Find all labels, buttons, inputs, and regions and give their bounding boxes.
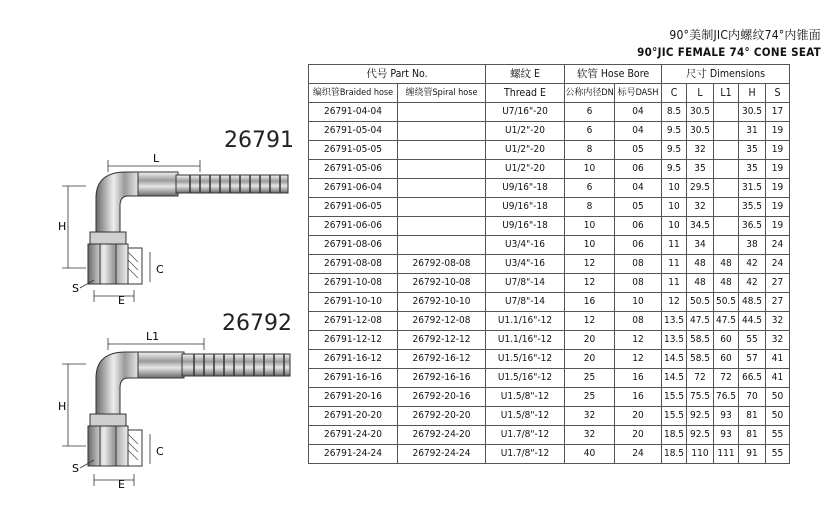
- cell-h: 66.5: [739, 369, 766, 388]
- cell-l1: 50.5: [714, 293, 739, 312]
- cell-l: 34.5: [687, 217, 714, 236]
- table-row: [309, 198, 790, 217]
- cell-thread: U7/8"-14: [486, 274, 565, 293]
- cell-c: 9.5: [662, 141, 687, 160]
- cell-l1: 72: [714, 369, 739, 388]
- section-hatch: [128, 434, 138, 460]
- cell-braided-part-no: 26791-10-10: [309, 293, 398, 312]
- header-s: S: [766, 84, 790, 103]
- header-dn: 公称内径DN: [565, 84, 615, 103]
- cell-dash: 12: [615, 331, 662, 350]
- cell-dash: 16: [615, 369, 662, 388]
- cell-braided-part-no: 26791-20-20: [309, 407, 398, 426]
- cell-l: 72: [687, 369, 714, 388]
- title-chinese: 90°美制JIC内螺纹74°内锥面: [669, 28, 821, 42]
- cell-c: 11: [662, 236, 687, 255]
- table-row: [309, 369, 790, 388]
- cell-s: 24: [766, 255, 790, 274]
- cell-spiral-part-no: [398, 198, 486, 217]
- header-dimensions: 尺寸 Dimensions: [662, 65, 790, 84]
- cell-dn: 6: [565, 103, 615, 122]
- cell-braided-part-no: 26791-08-06: [309, 236, 398, 255]
- dim-label-l1: L1: [146, 330, 160, 343]
- cell-c: 13.5: [662, 312, 687, 331]
- cell-dash: 04: [615, 122, 662, 141]
- header-l: L: [687, 84, 714, 103]
- dim-label-e: E: [118, 478, 125, 491]
- cell-dash: 08: [615, 255, 662, 274]
- cell-braided-part-no: 26791-05-04: [309, 122, 398, 141]
- cell-c: 18.5: [662, 445, 687, 464]
- table-row: [309, 350, 790, 369]
- cell-spiral-part-no: 26792-16-16: [398, 369, 486, 388]
- cell-dn: 32: [565, 407, 615, 426]
- cell-spiral-part-no: 26792-16-12: [398, 350, 486, 369]
- cell-s: 24: [766, 236, 790, 255]
- cell-s: 19: [766, 198, 790, 217]
- cell-h: 48.5: [739, 293, 766, 312]
- cell-dn: 8: [565, 198, 615, 217]
- cell-l1: 47.5: [714, 312, 739, 331]
- cell-l1: [714, 160, 739, 179]
- cell-thread: U7/8"-14: [486, 293, 565, 312]
- cell-s: 27: [766, 274, 790, 293]
- cell-h: 55: [739, 331, 766, 350]
- cell-l1: 93: [714, 407, 739, 426]
- cell-spiral-part-no: 26792-12-12: [398, 331, 486, 350]
- cell-braided-part-no: 26791-16-12: [309, 350, 398, 369]
- cell-l1: [714, 122, 739, 141]
- cell-braided-part-no: 26791-06-06: [309, 217, 398, 236]
- cell-l: 58.5: [687, 350, 714, 369]
- cell-h: 42: [739, 255, 766, 274]
- cell-c: 9.5: [662, 122, 687, 141]
- cell-l1: [714, 141, 739, 160]
- cell-l: 29.5: [687, 179, 714, 198]
- cell-thread: U1.5/16"-12: [486, 350, 565, 369]
- cell-thread: U1.5/8"-12: [486, 388, 565, 407]
- cell-thread: U3/4"-16: [486, 236, 565, 255]
- cell-l1: [714, 103, 739, 122]
- cell-dash: 08: [615, 312, 662, 331]
- cell-braided-part-no: 26791-04-04: [309, 103, 398, 122]
- title-english: 90°JIC FEMALE 74° CONE SEAT: [637, 45, 821, 59]
- header-part-no: 代号 Part No.: [309, 65, 486, 84]
- cell-braided-part-no: 26791-24-20: [309, 426, 398, 445]
- cell-h: 35.5: [739, 198, 766, 217]
- cell-thread: U9/16"-18: [486, 179, 565, 198]
- cell-c: 15.5: [662, 388, 687, 407]
- table-sub-header-row: [309, 84, 790, 103]
- cell-spiral-part-no: 26792-10-08: [398, 274, 486, 293]
- cell-l: 48: [687, 255, 714, 274]
- cell-braided-part-no: 26791-16-16: [309, 369, 398, 388]
- table-row: [309, 122, 790, 141]
- table-row: [309, 331, 790, 350]
- cell-l: 30.5: [687, 103, 714, 122]
- cell-l: 92.5: [687, 407, 714, 426]
- table-row: [309, 160, 790, 179]
- fitting-drawing-26792: [58, 330, 290, 491]
- header-dash: 标号DASH: [615, 84, 662, 103]
- cell-h: 81: [739, 426, 766, 445]
- cell-dash: 12: [615, 350, 662, 369]
- dim-label-e: E: [118, 294, 125, 307]
- cell-spiral-part-no: 26792-12-08: [398, 312, 486, 331]
- cell-s: 32: [766, 312, 790, 331]
- cell-l1: 48: [714, 274, 739, 293]
- cell-spiral-part-no: [398, 236, 486, 255]
- cell-dash: 06: [615, 217, 662, 236]
- cell-s: 27: [766, 293, 790, 312]
- cell-c: 18.5: [662, 426, 687, 445]
- cell-l: 30.5: [687, 122, 714, 141]
- cell-dash: 06: [615, 236, 662, 255]
- cell-thread: U1.7/8"-12: [486, 445, 565, 464]
- cell-c: 11: [662, 255, 687, 274]
- cell-dash: 24: [615, 445, 662, 464]
- table-row: [309, 179, 790, 198]
- header-h: H: [739, 84, 766, 103]
- cell-spiral-part-no: 26792-20-16: [398, 388, 486, 407]
- cell-s: 19: [766, 122, 790, 141]
- cell-l: 58.5: [687, 331, 714, 350]
- cell-spiral-part-no: [398, 122, 486, 141]
- cell-dn: 10: [565, 160, 615, 179]
- cell-h: 36.5: [739, 217, 766, 236]
- cell-l: 92.5: [687, 426, 714, 445]
- cell-spiral-part-no: [398, 141, 486, 160]
- cell-h: 81: [739, 407, 766, 426]
- cell-dn: 20: [565, 331, 615, 350]
- table-row: [309, 141, 790, 160]
- cell-dn: 10: [565, 236, 615, 255]
- cell-dn: 40: [565, 445, 615, 464]
- cell-l: 50.5: [687, 293, 714, 312]
- cell-spiral-part-no: 26792-20-20: [398, 407, 486, 426]
- cell-h: 57: [739, 350, 766, 369]
- cell-dn: 6: [565, 179, 615, 198]
- cell-thread: U9/16"-18: [486, 217, 565, 236]
- cell-l: 75.5: [687, 388, 714, 407]
- cell-c: 12: [662, 293, 687, 312]
- cell-dash: 06: [615, 160, 662, 179]
- table-row: [309, 388, 790, 407]
- cell-dash: 16: [615, 388, 662, 407]
- table-group-header-row: [309, 65, 790, 84]
- table-row: [309, 312, 790, 331]
- cell-l1: 60: [714, 331, 739, 350]
- cell-l1: 60: [714, 350, 739, 369]
- cell-thread: U1.5/8"-12: [486, 407, 565, 426]
- cell-spiral-part-no: 26792-10-10: [398, 293, 486, 312]
- cell-spiral-part-no: [398, 217, 486, 236]
- cell-l1: 76.5: [714, 388, 739, 407]
- dim-label-s: S: [72, 462, 79, 475]
- cell-thread: U1/2"-20: [486, 141, 565, 160]
- dim-label-h: H: [58, 400, 67, 413]
- cell-c: 13.5: [662, 331, 687, 350]
- cell-l1: [714, 198, 739, 217]
- cell-braided-part-no: 26791-08-08: [309, 255, 398, 274]
- cell-braided-part-no: 26791-20-16: [309, 388, 398, 407]
- table-row: [309, 236, 790, 255]
- cell-thread: U1/2"-20: [486, 122, 565, 141]
- cell-s: 32: [766, 331, 790, 350]
- cell-spiral-part-no: [398, 103, 486, 122]
- cell-dash: 08: [615, 274, 662, 293]
- cell-l: 110: [687, 445, 714, 464]
- cell-thread: U1.1/16"-12: [486, 331, 565, 350]
- cell-s: 50: [766, 407, 790, 426]
- dim-label-s: S: [72, 282, 79, 295]
- cell-thread: U1.7/8"-12: [486, 426, 565, 445]
- table-row: [309, 407, 790, 426]
- cell-h: 38: [739, 236, 766, 255]
- cell-thread: U9/16"-18: [486, 198, 565, 217]
- cell-h: 44.5: [739, 312, 766, 331]
- cell-c: 8.5: [662, 103, 687, 122]
- cell-h: 91: [739, 445, 766, 464]
- cell-c: 10: [662, 217, 687, 236]
- cell-s: 55: [766, 426, 790, 445]
- cell-spiral-part-no: [398, 160, 486, 179]
- cell-dn: 20: [565, 350, 615, 369]
- cell-l1: [714, 236, 739, 255]
- model-number-26791: 26791: [224, 128, 294, 153]
- header-thread-e: Thread E: [486, 84, 565, 103]
- cell-l: 48: [687, 274, 714, 293]
- cell-c: 14.5: [662, 369, 687, 388]
- cell-dash: 05: [615, 198, 662, 217]
- cell-dash: 20: [615, 426, 662, 445]
- dim-label-l: L: [153, 152, 160, 165]
- cell-braided-part-no: 26791-06-05: [309, 198, 398, 217]
- cell-s: 19: [766, 179, 790, 198]
- cell-dash: 10: [615, 293, 662, 312]
- cell-s: 41: [766, 350, 790, 369]
- cell-h: 31.5: [739, 179, 766, 198]
- cell-l: 47.5: [687, 312, 714, 331]
- cell-l: 32: [687, 141, 714, 160]
- spec-table: [308, 64, 790, 464]
- cell-thread: U3/4"-16: [486, 255, 565, 274]
- cell-h: 35: [739, 160, 766, 179]
- cell-c: 10: [662, 179, 687, 198]
- cell-s: 55: [766, 445, 790, 464]
- table-row: [309, 103, 790, 122]
- cell-spiral-part-no: 26792-08-08: [398, 255, 486, 274]
- cell-braided-part-no: 26791-24-24: [309, 445, 398, 464]
- dim-label-h: H: [58, 220, 67, 233]
- header-spiral-hose: 缠绕管Spiral hose: [398, 84, 486, 103]
- cell-c: 15.5: [662, 407, 687, 426]
- cell-braided-part-no: 26791-12-08: [309, 312, 398, 331]
- table-body: [309, 103, 790, 464]
- table-row: [309, 445, 790, 464]
- fitting-drawings: [0, 0, 306, 512]
- cell-l1: 111: [714, 445, 739, 464]
- cell-spiral-part-no: [398, 179, 486, 198]
- cell-thread: U1.1/16"-12: [486, 312, 565, 331]
- header-l1: L1: [714, 84, 739, 103]
- cell-h: 42: [739, 274, 766, 293]
- cell-h: 70: [739, 388, 766, 407]
- cell-s: 41: [766, 369, 790, 388]
- cell-s: 50: [766, 388, 790, 407]
- table-row: [309, 426, 790, 445]
- cell-l1: 48: [714, 255, 739, 274]
- cell-dn: 12: [565, 255, 615, 274]
- cell-spiral-part-no: 26792-24-20: [398, 426, 486, 445]
- cell-dn: 25: [565, 369, 615, 388]
- header-c: C: [662, 84, 687, 103]
- cell-braided-part-no: 26791-05-05: [309, 141, 398, 160]
- cell-c: 10: [662, 198, 687, 217]
- cell-s: 19: [766, 217, 790, 236]
- cell-h: 31: [739, 122, 766, 141]
- cell-c: 9.5: [662, 160, 687, 179]
- cell-c: 11: [662, 274, 687, 293]
- cell-spiral-part-no: 26792-24-24: [398, 445, 486, 464]
- cell-l1: [714, 217, 739, 236]
- table-row: [309, 217, 790, 236]
- cell-l1: 93: [714, 426, 739, 445]
- cell-dn: 12: [565, 274, 615, 293]
- cell-braided-part-no: 26791-12-12: [309, 331, 398, 350]
- dim-label-c: C: [156, 263, 164, 276]
- cell-dash: 20: [615, 407, 662, 426]
- cell-braided-part-no: 26791-05-06: [309, 160, 398, 179]
- cell-dn: 10: [565, 217, 615, 236]
- header-thread: 螺纹 E: [486, 65, 565, 84]
- cell-h: 35: [739, 141, 766, 160]
- header-braided-hose: 编织管Braided hose: [309, 84, 398, 103]
- table-row: [309, 274, 790, 293]
- cell-dash: 04: [615, 103, 662, 122]
- cell-c: 14.5: [662, 350, 687, 369]
- cell-thread: U1.5/16"-12: [486, 369, 565, 388]
- cell-braided-part-no: 26791-06-04: [309, 179, 398, 198]
- fitting-drawing-26791: [58, 152, 288, 307]
- cell-h: 30.5: [739, 103, 766, 122]
- cell-s: 19: [766, 160, 790, 179]
- cell-dn: 16: [565, 293, 615, 312]
- cell-dn: 6: [565, 122, 615, 141]
- cell-s: 17: [766, 103, 790, 122]
- cell-l: 35: [687, 160, 714, 179]
- cell-l: 34: [687, 236, 714, 255]
- cell-l: 32: [687, 198, 714, 217]
- cell-l1: [714, 179, 739, 198]
- dim-label-c: C: [156, 445, 164, 458]
- model-number-26792: 26792: [222, 311, 292, 336]
- cell-dn: 25: [565, 388, 615, 407]
- section-hatch: [128, 252, 138, 278]
- cell-braided-part-no: 26791-10-08: [309, 274, 398, 293]
- table-row: [309, 255, 790, 274]
- cell-s: 19: [766, 141, 790, 160]
- table-row: [309, 293, 790, 312]
- cell-dash: 04: [615, 179, 662, 198]
- cell-thread: U1/2"-20: [486, 160, 565, 179]
- cell-dash: 05: [615, 141, 662, 160]
- cell-dn: 32: [565, 426, 615, 445]
- header-hose-bore: 软管 Hose Bore: [565, 65, 662, 84]
- cell-thread: U7/16"-20: [486, 103, 565, 122]
- cell-dn: 12: [565, 312, 615, 331]
- cell-dn: 8: [565, 141, 615, 160]
